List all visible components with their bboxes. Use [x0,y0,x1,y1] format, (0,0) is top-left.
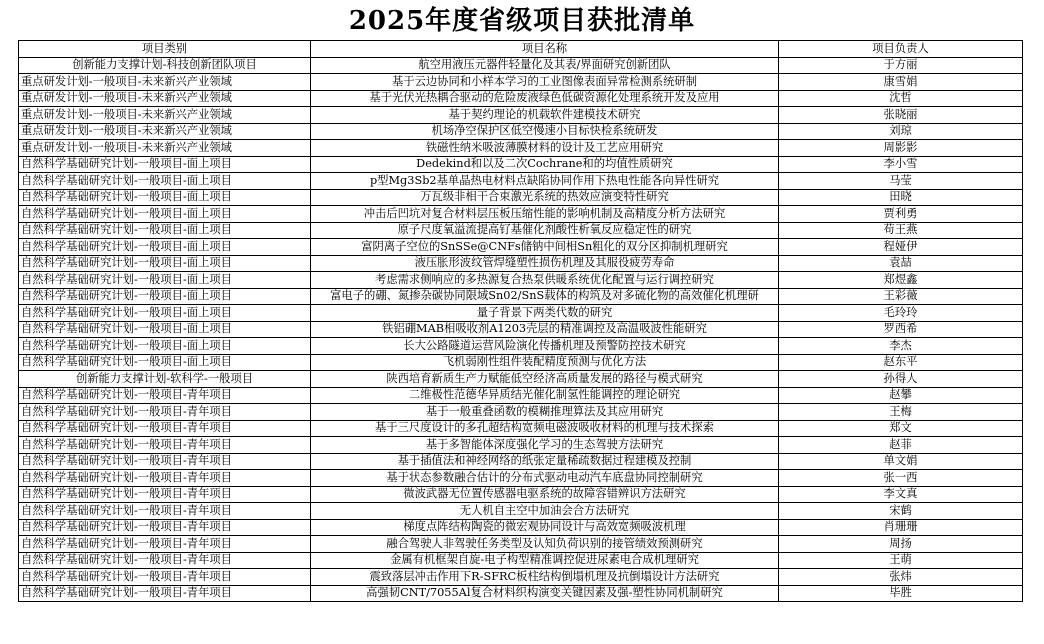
table-row [19,57,1023,74]
column-header-name: 项目名称 [311,41,779,58]
leader-cell: 赵攀 [779,387,1023,404]
table-row [19,569,1023,586]
project-name-cell: 原子尺度氧溢流提高钌基催化剂酸性析氧反应稳定性的研究 [311,222,779,239]
leader-cell: 于方丽 [779,57,1023,74]
table-row [19,486,1023,503]
table-body [19,57,1023,602]
table-row [19,453,1023,470]
leader-cell: 苟王燕 [779,222,1023,239]
table-row [19,387,1023,404]
project-name-cell: 二维极性范德华异质结光催化制氢性能调控的理论研究 [311,387,779,404]
project-name-cell: 高强韧CNT/7055Al复合材料织构演变关键因素及强-塑性协同机制研究 [311,585,779,602]
table-row [19,354,1023,371]
category-cell: 重点研发计划-一般项目-未来新兴产业领域 [19,90,311,107]
leader-cell: 刘琼 [779,123,1023,140]
leader-cell: 周影影 [779,140,1023,157]
category-cell: 创新能力支撑计划-软科学-一般项目 [19,371,311,388]
category-cell: 自然科学基础研究计划-一般项目-面上项目 [19,354,311,371]
table-row [19,90,1023,107]
table-header-row [19,41,1023,58]
table-row [19,189,1023,206]
project-name-cell: 基于三尺度设计的多孔超结构宽频电磁波吸收材料的机理与技术探索 [311,420,779,437]
leader-cell: 田晓 [779,189,1023,206]
leader-cell: 郑文 [779,420,1023,437]
category-cell: 自然科学基础研究计划-一般项目-面上项目 [19,272,311,289]
project-name-cell: 基于光伏光热耦合驱动的危险废液绿色低碳资源化处理系统开发及应用 [311,90,779,107]
category-cell: 自然科学基础研究计划-一般项目-青年项目 [19,569,311,586]
category-cell: 自然科学基础研究计划-一般项目-面上项目 [19,156,311,173]
project-name-cell: 机场净空保护区低空慢速小目标快检系统研发 [311,123,779,140]
leader-cell: 毛玲玲 [779,305,1023,322]
category-cell: 自然科学基础研究计划-一般项目-面上项目 [19,305,311,322]
category-cell: 自然科学基础研究计划-一般项目-青年项目 [19,420,311,437]
table-row [19,123,1023,140]
category-cell: 创新能力支撑计划-科技创新团队项目 [19,57,311,74]
category-cell: 自然科学基础研究计划-一般项目-面上项目 [19,288,311,305]
project-name-cell: 陕西培育新质生产力赋能低空经济高质量发展的路径与模式研究 [311,371,779,388]
leader-cell: 马莹 [779,173,1023,190]
leader-cell: 王萌 [779,552,1023,569]
leader-cell: 郑煜鑫 [779,272,1023,289]
project-name-cell: 基于状态参数融合估计的分布式驱动电动汽车底盘协同控制研究 [311,470,779,487]
table-row [19,552,1023,569]
category-cell: 重点研发计划-一般项目-未来新兴产业领域 [19,74,311,91]
project-name-cell: 富电子的硼、氮掺杂碳协同限域Sn02/SnS载体的构筑及对多硫化物的高效催化机理研 [311,288,779,305]
table-row [19,222,1023,239]
category-cell: 自然科学基础研究计划-一般项目-青年项目 [19,585,311,602]
category-cell: 自然科学基础研究计划-一般项目-青年项目 [19,503,311,520]
table-row [19,519,1023,536]
project-name-cell: 基于云边协同和小样本学习的工业图像表面异常检测系统研制 [311,74,779,91]
project-name-cell: 震致落层冲击作用下R-SFRC板柱结构倒塌机理及抗倒塌设计方法研究 [311,569,779,586]
category-cell: 自然科学基础研究计划-一般项目-青年项目 [19,387,311,404]
project-name-cell: 长大公路隧道运营风险演化传播机理及预警防控技术研究 [311,338,779,355]
project-name-cell: 梯度点阵结构陶瓷的微宏观协同设计与高效宽频吸波机理 [311,519,779,536]
category-cell: 自然科学基础研究计划-一般项目-青年项目 [19,552,311,569]
leader-cell: 沈哲 [779,90,1023,107]
table-row [19,288,1023,305]
project-name-cell: 富阴离子空位的SnSSe@CNFs储钠中间相Sn粗化的双分区抑制机理研究 [311,239,779,256]
leader-cell: 周扬 [779,536,1023,553]
project-table [18,40,1023,602]
page-title: 2025年度省级项目获批清单 [348,6,696,36]
category-cell: 自然科学基础研究计划-一般项目-面上项目 [19,255,311,272]
table-row [19,272,1023,289]
category-cell: 自然科学基础研究计划-一般项目-面上项目 [19,206,311,223]
table-row [19,536,1023,553]
table-row [19,371,1023,388]
column-header-category: 项目类别 [19,41,311,58]
leader-cell: 贾利勇 [779,206,1023,223]
leader-cell: 宋鹤 [779,503,1023,520]
table-row [19,585,1023,602]
leader-cell: 罗西希 [779,321,1023,338]
category-cell: 自然科学基础研究计划-一般项目-面上项目 [19,239,311,256]
project-name-cell: 融合驾驶人非驾驶任务类型及认知负荷识别的接管绩效预测研究 [311,536,779,553]
table-row [19,255,1023,272]
project-name-cell: 铁磁性纳米吸波薄膜材料的设计及工艺应用研究 [311,140,779,157]
category-cell: 自然科学基础研究计划-一般项目-青年项目 [19,453,311,470]
table-row [19,305,1023,322]
leader-cell: 张晓丽 [779,107,1023,124]
project-name-cell: 铁铝硼MAB相吸收剂A1203壳层的精准调控及高温吸波性能研究 [311,321,779,338]
leader-cell: 王梅 [779,404,1023,421]
category-cell: 自然科学基础研究计划-一般项目-青年项目 [19,519,311,536]
category-cell: 重点研发计划-一般项目-未来新兴产业领域 [19,123,311,140]
leader-cell: 孙得人 [779,371,1023,388]
table-row [19,173,1023,190]
project-name-cell: p型Mg3Sb2基单晶热电材料点缺陷协同作用下热电性能各向异性研究 [311,173,779,190]
leader-cell: 袁喆 [779,255,1023,272]
leader-cell: 张一西 [779,470,1023,487]
project-name-cell: 冲击后凹坑对复合材料层压板压缩性能的影响机制及高精度分析方法研究 [311,206,779,223]
project-name-cell: 飞机弱刚性组件装配精度预测与优化方法 [311,354,779,371]
category-cell: 自然科学基础研究计划-一般项目-面上项目 [19,173,311,190]
table-row [19,338,1023,355]
table-row [19,239,1023,256]
leader-cell: 康雪娟 [779,74,1023,91]
project-name-cell: 基于一般重叠函数的模糊推理算法及其应用研究 [311,404,779,421]
category-cell: 自然科学基础研究计划-一般项目-面上项目 [19,338,311,355]
table-row [19,470,1023,487]
category-cell: 自然科学基础研究计划-一般项目-青年项目 [19,404,311,421]
project-name-cell: 考虑需求侧响应的多热源复合热泵供暖系统优化配置与运行调控研究 [311,272,779,289]
category-cell: 自然科学基础研究计划-一般项目-面上项目 [19,222,311,239]
column-header-leader: 项目负责人 [779,41,1023,58]
project-name-cell: 基于插值法和神经网络的纸张定量稀疏数据过程建模及控制 [311,453,779,470]
leader-cell: 单文娟 [779,453,1023,470]
leader-cell: 李杰 [779,338,1023,355]
category-cell: 自然科学基础研究计划-一般项目-青年项目 [19,437,311,454]
leader-cell: 肖珊珊 [779,519,1023,536]
project-name-cell: 微波武器无位置传感器电驱系统的故障容错辨识方法研究 [311,486,779,503]
table-row [19,74,1023,91]
project-name-cell: Dedekind和以及二次Cochrane和的均值性质研究 [311,156,779,173]
leader-cell: 李小雪 [779,156,1023,173]
table-row [19,107,1023,124]
project-name-cell: 液压胀形波纹管焊缝塑性损伤机理及其服役疲劳寿命 [311,255,779,272]
table-row [19,437,1023,454]
table-row [19,156,1023,173]
table-row [19,404,1023,421]
leader-cell: 程娅伊 [779,239,1023,256]
leader-cell: 王彩薇 [779,288,1023,305]
project-name-cell: 无人机自主空中加油会合方法研究 [311,503,779,520]
project-name-cell: 量子背景下两类代数的研究 [311,305,779,322]
leader-cell: 毕胜 [779,585,1023,602]
category-cell: 自然科学基础研究计划-一般项目-面上项目 [19,321,311,338]
category-cell: 自然科学基础研究计划-一般项目-青年项目 [19,536,311,553]
leader-cell: 张炜 [779,569,1023,586]
table-row [19,420,1023,437]
leader-cell: 赵东平 [779,354,1023,371]
project-name-cell: 基于契约理论的机载软件建模技术研究 [311,107,779,124]
project-name-cell: 金属有机框架自旋-电子构型精准调控促进尿素电合成机理研究 [311,552,779,569]
category-cell: 重点研发计划-一般项目-未来新兴产业领域 [19,107,311,124]
category-cell: 重点研发计划-一般项目-未来新兴产业领域 [19,140,311,157]
project-name-cell: 基于多智能体深度强化学习的生态驾驶方法研究 [311,437,779,454]
table-row [19,503,1023,520]
leader-cell: 李文真 [779,486,1023,503]
table-row [19,321,1023,338]
table-row [19,140,1023,157]
category-cell: 自然科学基础研究计划-一般项目-青年项目 [19,486,311,503]
category-cell: 自然科学基础研究计划-一般项目-面上项目 [19,189,311,206]
table-row [19,206,1023,223]
project-name-cell: 万瓦级非相干合束激光系统的热效应演变特性研究 [311,189,779,206]
leader-cell: 赵菲 [779,437,1023,454]
category-cell: 自然科学基础研究计划-一般项目-青年项目 [19,470,311,487]
project-name-cell: 航空用液压元器件轻量化及其表/界面研究创新团队 [311,57,779,74]
